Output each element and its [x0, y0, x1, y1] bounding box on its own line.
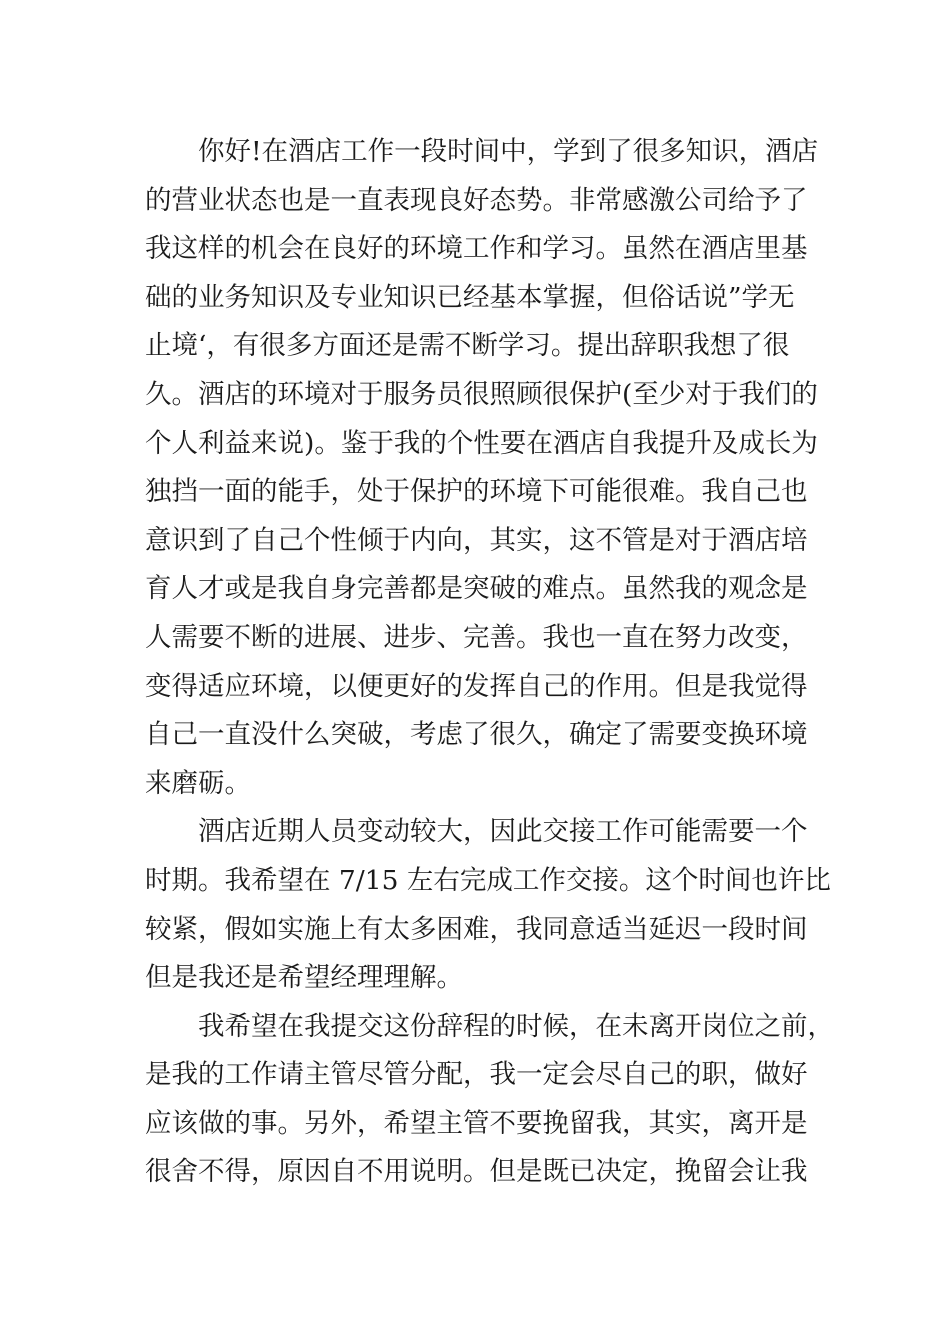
text-line: 来磨砺。	[145, 767, 251, 799]
text-line: 独挡一面的能手，处于保护的环境下可能很难。我自己也	[145, 476, 808, 508]
text-line: 人需要不断的进展、进步、完善。我也一直在努力改变，	[145, 621, 808, 653]
text-line: 久。酒店的环境对于服务员很照顾很保护(至少对于我们的	[145, 378, 818, 410]
text-line: 时期。我希望在 7/15 左右完成工作交接。这个时间也许比	[145, 864, 831, 896]
text-line: 自己一直没什么突破，考虑了很久，确定了需要变换环境	[145, 719, 808, 751]
text-line: 你好!在酒店工作一段时间中，学到了很多知识，酒店	[145, 136, 819, 167]
paragraph-2	[145, 808, 831, 1002]
text-line: 的营业状态也是一直表现良好态势。非常感激公司给予了	[145, 184, 808, 216]
text-line: 育人才或是我自身完善都是突破的难点。虽然我的观念是	[145, 573, 808, 605]
text-line: 个人利益来说)。鉴于我的个性要在酒店自我提升及成长为	[145, 427, 818, 459]
text-line: 酒店近期人员变动较大，因此交接工作可能需要一个	[145, 816, 808, 848]
text-line: 止境‘，有很多方面还是需不断学习。提出辞职我想了很	[145, 330, 790, 362]
text-line: 是我的工作请主管尽管分配，我一定会尽自己的职，做好	[145, 1059, 808, 1091]
text-line: 我这样的机会在良好的环境工作和学习。虽然在酒店里基	[145, 233, 808, 265]
text-line: 应该做的事。另外，希望主管不要挽留我，其实，离开是	[145, 1107, 808, 1139]
text-line: 变得适应环境，以便更好的发挥自己的作用。但是我觉得	[145, 670, 808, 702]
text-line: 较紧，假如实施上有太多困难，我同意适当延迟一段时间	[145, 913, 808, 945]
text-line: 我希望在我提交这份辞程的时候，在未离开岗位之前，	[145, 1010, 834, 1042]
text-line: 很舍不得，原因自不用说明。但是既已决定，挽留会让我	[145, 1156, 808, 1188]
text-line: 但是我还是希望经理理解。	[145, 962, 463, 994]
document-body	[145, 128, 834, 1197]
paragraph-1	[145, 128, 819, 808]
text-line: 意识到了自己个性倾于内向，其实，这不管是对于酒店培	[145, 524, 808, 556]
paragraph-3	[145, 1003, 834, 1197]
text-line: 础的业务知识及专业知识已经基本掌握，但俗话说”学无	[145, 281, 795, 313]
